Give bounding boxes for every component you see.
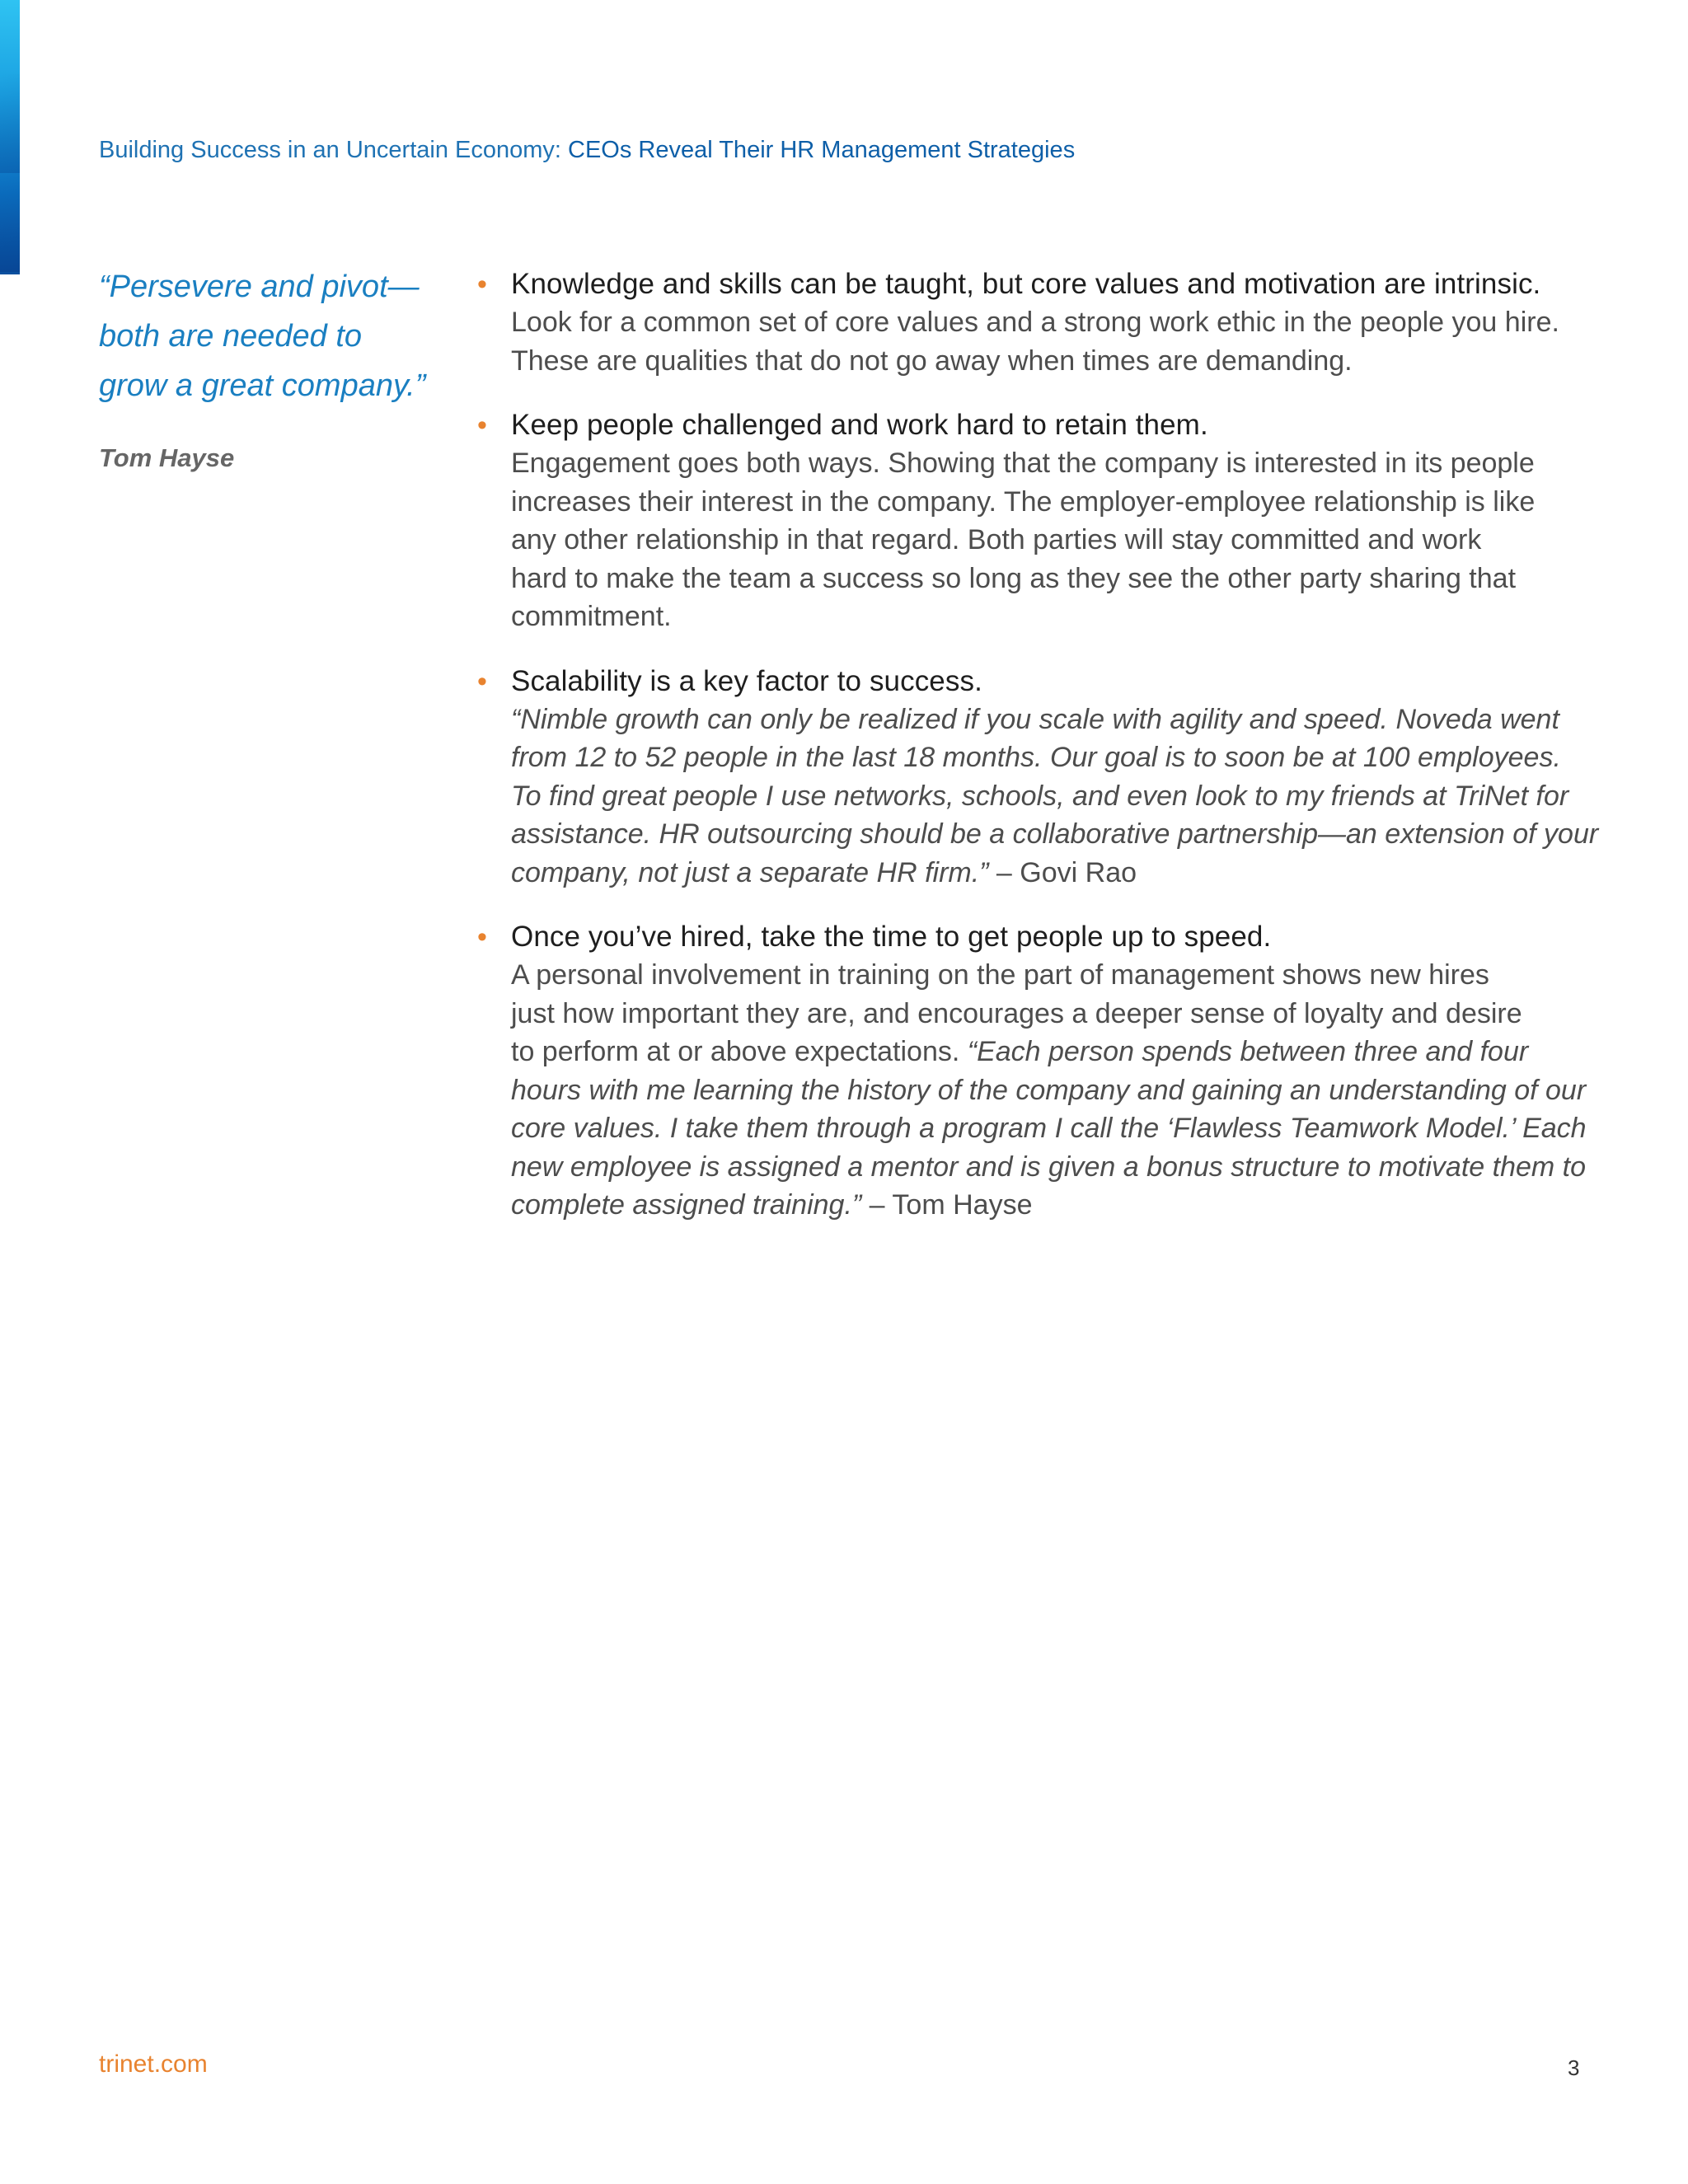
- bullet-icon: •: [477, 665, 487, 697]
- bullet-icon: •: [477, 921, 487, 953]
- quote-attribution: – Govi Rao: [988, 856, 1137, 888]
- bullet-mixed-line: [511, 1033, 1579, 1071]
- bullet-body-line: Look for a common set of core values and a strong work ethic in the people you hire.: [511, 307, 1559, 338]
- header-prefix: Building Success in an Uncertain Economy:: [99, 137, 569, 163]
- pull-quote-line: grow a great company.”: [99, 368, 426, 403]
- bullet-quote-line: core values. I take them through a program I call the ‘Flawless Teamwork Model.’ Each: [511, 1113, 1587, 1144]
- bullet-quote-line: new employee is assigned a mentor and is given a bonus structure to motivate them to: [511, 1151, 1587, 1183]
- bullet-body-line: increases their interest in the company. The employer-employee relationship is like: [511, 485, 1536, 518]
- bullet-icon: •: [477, 269, 487, 300]
- bullet-title: Once you’ve hired, take the time to get people up to speed.: [511, 921, 1272, 953]
- bullet-body-line: just how important they are, and encourages a deeper sense of loyalty and desire: [511, 997, 1522, 1029]
- bullet-quote-final-line: [511, 854, 1579, 893]
- edge-accent-notch: [0, 173, 20, 272]
- bullet-body-line: Engagement goes both ways. Showing that the company is interested in its people: [511, 448, 1535, 479]
- list-item: [475, 918, 1587, 1225]
- bullet-quote-text: company, not just a separate HR firm.”: [511, 856, 989, 888]
- edge-accent-bar: [0, 0, 20, 274]
- bullet-quote-line: from 12 to 52 people in the last 18 months. Our goal is to soon be at 100 employees.: [511, 742, 1561, 773]
- page-number: 3: [1568, 2055, 1580, 2080]
- bullet-quote-final-line: [511, 1186, 1579, 1225]
- bullet-body-line: any other relationship in that regard. Both parties will stay committed and work: [511, 524, 1482, 555]
- pull-quote-line: “Persevere and pivot—: [99, 269, 420, 304]
- list-item: [475, 265, 1579, 380]
- bullet-body-line: hard to make the team a success so long as they see the other party sharing that: [511, 562, 1517, 594]
- bullet-body-line: commitment.: [511, 601, 672, 632]
- bullet-icon: •: [477, 410, 487, 441]
- bullet-quote-line: To find great people I use networks, schools, and even look to my friends at TriNet for: [511, 780, 1569, 812]
- pull-quote-author: Tom Hayse: [99, 443, 235, 472]
- bullet-quote-line: hours with me learning the history of the company and gaining an understanding of our: [511, 1074, 1587, 1106]
- document-header: [99, 137, 1075, 164]
- bullet-body-line: These are qualities that do not go away when times are demanding.: [511, 344, 1353, 377]
- bullet-body-text: to perform at or above expectations.: [511, 1036, 968, 1067]
- pull-quote: [99, 262, 445, 473]
- bullet-title: Keep people challenged and work hard to retain them.: [511, 409, 1208, 441]
- bullet-quote-text: complete assigned training.”: [511, 1189, 862, 1221]
- quote-attribution: – Tom Hayse: [861, 1189, 1033, 1221]
- bullet-quote-text: “Each person spends between three and four: [967, 1036, 1529, 1067]
- list-item: [475, 406, 1579, 636]
- list-item: [475, 663, 1599, 893]
- bullet-title: Scalability is a key factor to success.: [511, 664, 982, 697]
- bullet-quote-line: “Nimble growth can only be realized if you scale with agility and speed. Noveda went: [511, 703, 1559, 735]
- pull-quote-line: both are needed to: [99, 319, 363, 354]
- edge-accent-notch: [0, 74, 20, 173]
- bullet-body-line: A personal involvement in training on the part of management shows new hires: [511, 959, 1489, 991]
- header-title: CEOs Reveal Their HR Management Strategies: [568, 137, 1076, 163]
- bullet-title: Knowledge and skills can be taught, but core values and motivation are intrinsic.: [511, 268, 1541, 300]
- footer-website-link[interactable]: trinet.com: [99, 2050, 208, 2078]
- bullet-quote-line: assistance. HR outsourcing should be a collaborative partnership—an extension of your: [511, 818, 1599, 850]
- strategy-list: [475, 265, 1599, 1251]
